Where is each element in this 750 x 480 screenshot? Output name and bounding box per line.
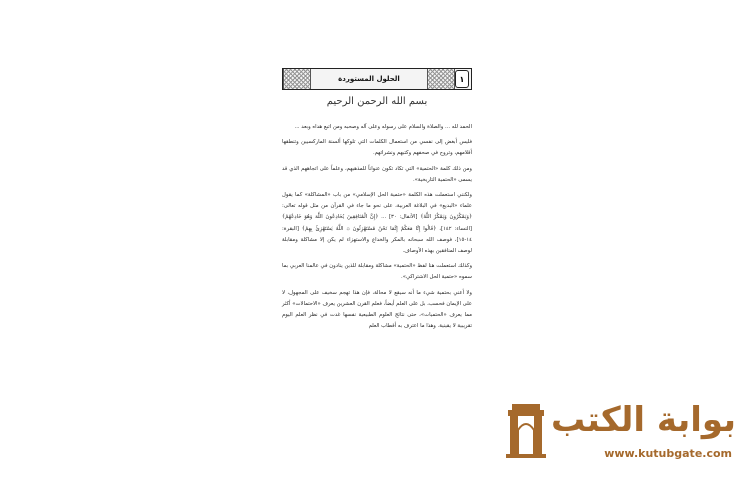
- paragraph-4: ولكنني استعملت هذه الكلمة «حتمية الحل الإسلامي» من باب «المشاكلة» كما يقول علماء «البديع» في البلاغة العربية، على نحو ما جاء في القرآن من مثل قوله تعالى: ﴿وَيَمْكُرُونَ وَيَمْكُرُ اللَّهُ﴾ [الأنفال: ٣٠] ... ﴿إِنَّ الْمُنَافِقِينَ يُخَادِعُونَ اللَّهَ وَهُوَ خَادِعُهُمْ﴾ [النساء: ١٤٢]، ﴿قَالُوا إِنَّا مَعَكُمْ إِنَّمَا نَحْنُ مُسْتَهْزِئُونَ ۞ اللَّهُ يَسْتَهْزِئُ بِهِمْ﴾ [البقرة: ١٤-١٥]، فوصف الله سبحانه بالمكر والخداع والاستهزاء لم يكن إلا مشاكلة ومقابلة لوصف المنافقين بهذه الأوصاف.: [282, 192, 472, 255]
- page-header: [282, 68, 472, 90]
- paragraph-6: ولا أعني بحتمية شيء ما أنه سيقع لا محالة، فإن هذا تهجم سخيف على المجهول، لا على الإيمان فحسب، بل على العلم أيضاً، فعلم القرن العشرين يعرف «الاحتمالات» أكثر مما يعرف «الحتميات»، حتى نتائج العلوم الطبيعية نفسها غدت في نظر العلم اليوم تقريبية لا يقينية. وهذا ما اعترف به أقطاب العلم: [282, 289, 472, 330]
- paragraph-2: فليس أبغض إلى نفسي من استعمال الكلمات التي تلوكها ألسنة الماركسيين وتنطقها أقلامهم، وتروج في صحفهم وكتبهم ونشراتهم.: [282, 139, 472, 157]
- header-ornament-right: [427, 69, 455, 89]
- paragraph-5: وكذلك استعملت هنا لفظ «الحتمية» مشاكلة ومقابلة للذين ينادون في عالمنا العربي بما سموه «حتمية الحل الاشتراكي».: [282, 263, 472, 281]
- header-ornament-left: [283, 69, 311, 89]
- running-title: الحلول المستوردة: [338, 75, 400, 83]
- watermark-title: بوابة الكتب: [550, 400, 736, 440]
- site-watermark: [506, 400, 736, 460]
- page-number: ١: [455, 70, 469, 88]
- page-body: [282, 122, 472, 336]
- basmala-calligraphy: بسم الله الرحمن الرحيم: [326, 96, 428, 107]
- gate-logo-icon: [506, 402, 546, 458]
- paragraph-3: ومن ذلك كلمة «الحتمية» التي تكاد تكون عنواناً للمذهبهم، وعلماً على اتجاههم الذي قد يسمى «الحتمية التاريخية».: [282, 165, 472, 183]
- book-page: [282, 68, 472, 408]
- watermark-url: www.kutubgate.com: [604, 447, 732, 460]
- paragraph-1: الحمد لله ... والصلاة والسلام على رسوله وعلى آله وصحبه ومن اتبع هداه وبعد ...: [294, 124, 472, 130]
